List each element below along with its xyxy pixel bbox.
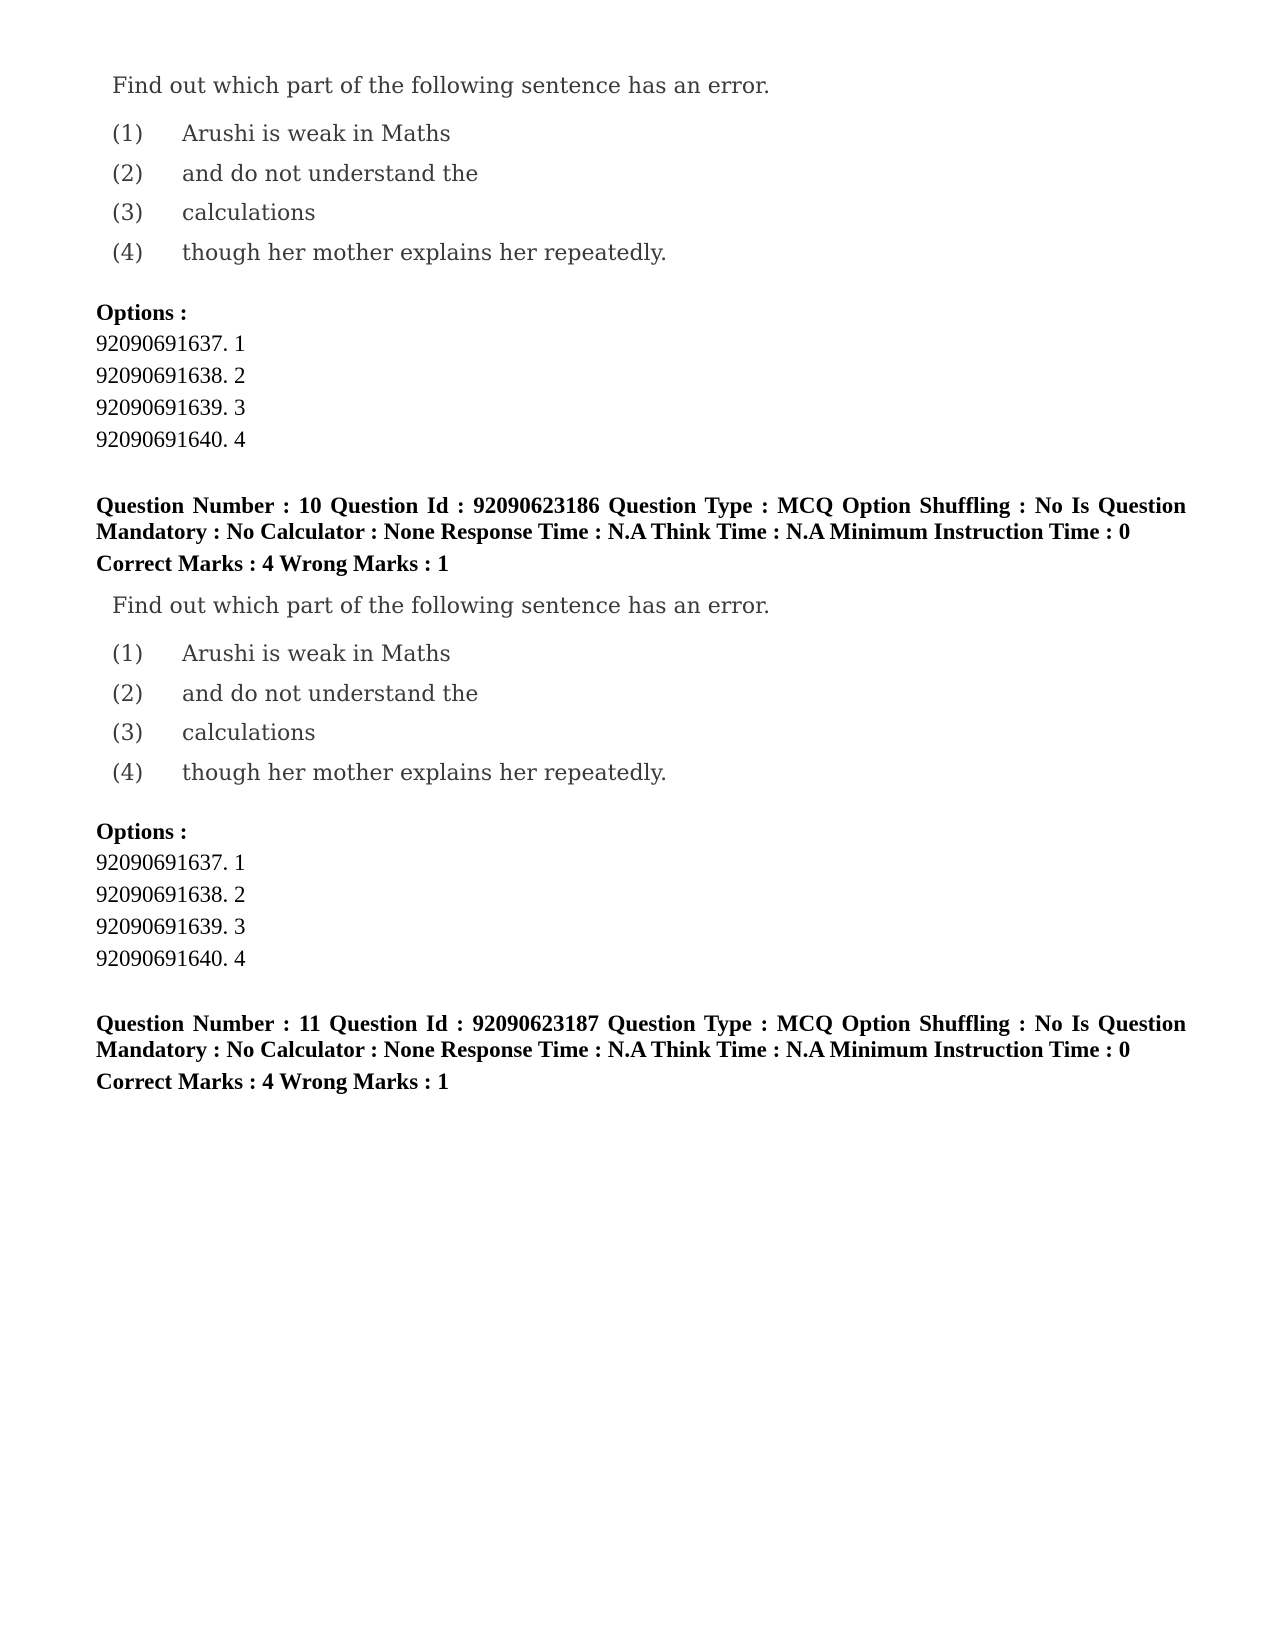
question-header-10 xyxy=(96,493,1186,577)
part-text: and do not understand the xyxy=(182,682,479,707)
option-3: 92090691639. 3 xyxy=(96,914,246,939)
part-text: calculations xyxy=(182,201,316,226)
question-marks: Correct Marks : 4 Wrong Marks : 1 xyxy=(96,551,449,576)
part-text: Arushi is weak in Maths xyxy=(182,642,451,667)
part-number: (3) xyxy=(112,201,144,226)
part-number: (1) xyxy=(112,122,144,147)
part-text: Arushi is weak in Maths xyxy=(182,122,451,147)
options-title: Options : xyxy=(96,819,188,844)
part-number: (2) xyxy=(112,682,144,707)
option-2: 92090691638. 2 xyxy=(96,363,246,388)
option-1: 92090691637. 1 xyxy=(96,850,246,875)
part-text: though her mother explains her repeatedly. xyxy=(182,761,668,786)
options-section-0 xyxy=(96,298,1186,456)
part-number: (2) xyxy=(112,162,144,187)
question-meta: Question Number : 10 Question Id : 92090623186 Question Type : MCQ Option Shuffling : No Is Question Mandatory : No Calculator : None Response Time : N.A Think Time : N.A Minimum Instruction Time : 0 xyxy=(96,493,1186,544)
part-text: and do not understand the xyxy=(182,162,479,187)
question-stem: Find out which part of the following sentence has an error. xyxy=(112,74,771,99)
part-number: (4) xyxy=(112,241,144,266)
part-text: calculations xyxy=(182,721,316,746)
option-4: 92090691640. 4 xyxy=(96,427,246,452)
part-number: (4) xyxy=(112,761,144,786)
option-1: 92090691637. 1 xyxy=(96,331,246,356)
question-header-11 xyxy=(96,1011,1186,1095)
option-2: 92090691638. 2 xyxy=(96,882,246,907)
options-section-10 xyxy=(96,817,1186,975)
options-title: Options : xyxy=(96,300,188,325)
question-meta: Question Number : 11 Question Id : 92090623187 Question Type : MCQ Option Shuffling : No Is Question Mandatory : No Calculator : None Response Time : N.A Think Time : N.A Minimum Instruction Time : 0 xyxy=(96,1011,1186,1062)
part-number: (1) xyxy=(112,642,144,667)
option-4: 92090691640. 4 xyxy=(96,946,246,971)
question-marks: Correct Marks : 4 Wrong Marks : 1 xyxy=(96,1069,449,1094)
option-3: 92090691639. 3 xyxy=(96,395,246,420)
part-number: (3) xyxy=(112,721,144,746)
part-text: though her mother explains her repeatedly. xyxy=(182,241,668,266)
question-stem: Find out which part of the following sentence has an error. xyxy=(112,594,771,619)
